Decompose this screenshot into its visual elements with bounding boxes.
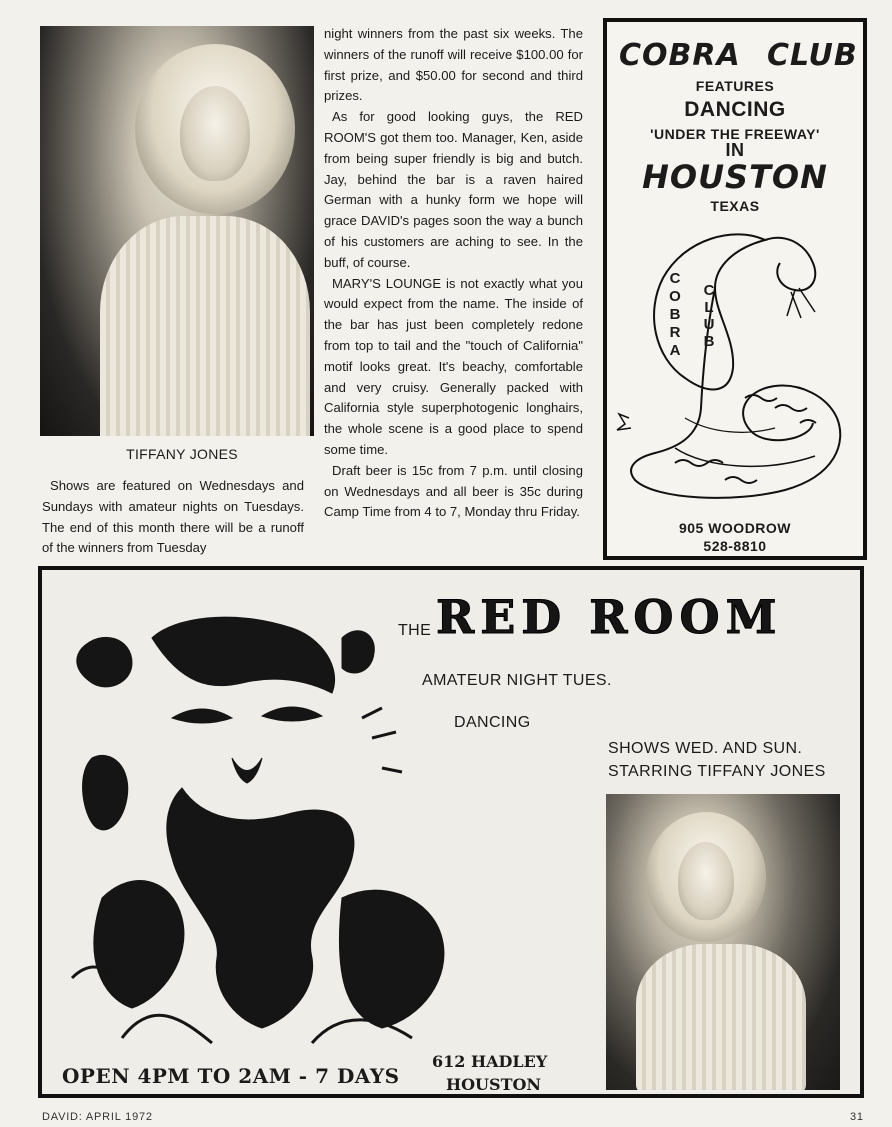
tiffany-jones-photo xyxy=(40,26,314,436)
cobra-club-name-left: COBRA xyxy=(619,38,741,73)
red-room-address-line2: HOUSTON xyxy=(446,1075,542,1094)
features-text: FEATURES xyxy=(695,78,775,94)
article-paragraph: Shows are featured on Wednesdays and Sundays with amateur nights on Tuesdays. The end of this month there will be a runoff of the winners from Tuesday xyxy=(42,478,304,556)
snake-letters-right xyxy=(699,282,719,350)
red-room-address-line1: 612 HADLEY xyxy=(432,1052,548,1071)
dancing-text: DANCING xyxy=(684,98,786,121)
texas-text: TEXAS xyxy=(710,198,760,214)
shows-text: SHOWS WED. AND SUN. xyxy=(608,740,803,757)
cobra-phone: 528-8810 xyxy=(703,538,767,554)
article-paragraph: night winners from the past six weeks. The winners of the runoff will receive $100.00 for first prize, and $50.00 for second and third prizes. xyxy=(324,26,583,104)
snake-letter: C xyxy=(703,282,715,299)
photo-caption: TIFFANY JONES xyxy=(126,446,238,462)
snake-letter: U xyxy=(703,316,715,333)
red-room-title: RED ROOM xyxy=(436,590,783,644)
dancing-text: DANCING xyxy=(454,714,531,731)
in-text: IN xyxy=(725,140,745,160)
snake-letter: R xyxy=(669,324,681,341)
under-freeway-text: 'UNDER THE FREEWAY' xyxy=(650,126,820,142)
snake-letter: C xyxy=(669,270,681,287)
red-room-ad xyxy=(38,566,864,1098)
starring-text: STARRING TIFFANY JONES xyxy=(608,763,826,780)
the-text: THE xyxy=(398,622,432,639)
cobra-address: 905 WOODROW xyxy=(678,520,792,536)
article-paragraph: As for good looking guys, the RED ROOM'S got them too. Manager, Ken, aside from being super friendly is big and butch. Jay, behind the bar is a raven haired German with a hunky form we hope will grace DAVID's pages soon the way a bunch of his customers are aching to see. In the buff, of course. xyxy=(324,109,583,270)
tiffany-jones-stage-photo xyxy=(606,794,840,1090)
snake-letter: L xyxy=(704,299,714,316)
footer-page-number: 31 xyxy=(850,1111,864,1123)
article-middle-column xyxy=(324,24,583,523)
article-paragraph: Draft beer is 15c from 7 p.m. until closing on Wednesdays and all beer is 35c during Camp Time from 4 to 7, Monday thru Friday. xyxy=(324,462,583,520)
hours-text: OPEN 4PM TO 2AM - 7 DAYS xyxy=(62,1064,400,1088)
footer-issue: DAVID: APRIL 1972 xyxy=(42,1111,153,1123)
snake-letter: O xyxy=(669,288,681,305)
cobra-club-ad xyxy=(603,18,867,560)
snake-letter: B xyxy=(703,333,715,350)
article-paragraph: MARY'S LOUNGE is not exactly what you would expect from the name. The inside of the bar has just been completely redone from top to tail and the "touch of California" motif looks great. It's beachy, comfortable and very cruisy. Generally packed with California style superphotogenic longhairs, the whole scene is a good place to spend some time. xyxy=(324,275,583,457)
cobra-illustration xyxy=(615,218,855,508)
bacchus-illustration xyxy=(62,598,482,1058)
snake-letter: B xyxy=(669,306,681,323)
amateur-night-text: AMATEUR NIGHT TUES. xyxy=(422,672,612,689)
article-left-column xyxy=(42,476,304,559)
snake-letters-left xyxy=(665,270,685,360)
snake-letter: A xyxy=(669,342,681,359)
houston-text: HOUSTON xyxy=(642,158,828,196)
cobra-club-name-right: CLUB xyxy=(767,38,858,73)
